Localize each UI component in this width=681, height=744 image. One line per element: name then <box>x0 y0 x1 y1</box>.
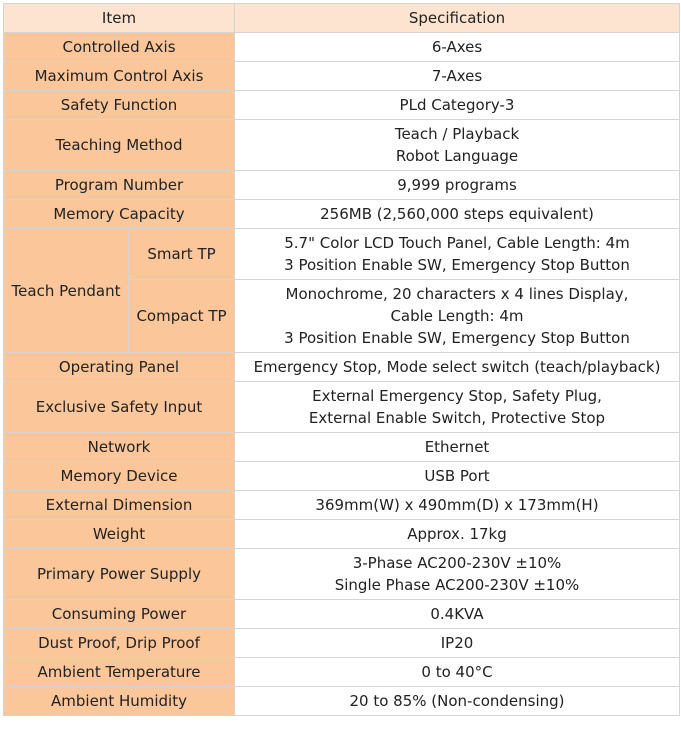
item-cell: Ambient Temperature <box>4 658 235 687</box>
item-cell-teach-pendant: Teach Pendant <box>4 229 129 353</box>
spec-line: 369mm(W) x 490mm(D) x 173mm(H) <box>315 496 599 514</box>
spec-line: External Emergency Stop, Safety Plug, <box>312 387 602 405</box>
spec-table <box>3 3 680 716</box>
spec-cell <box>235 687 680 716</box>
row-ambient-temperature <box>4 658 680 687</box>
spec-line: 3 Position Enable SW, Emergency Stop Button <box>284 329 630 347</box>
row-network <box>4 433 680 462</box>
row-ambient-humidity <box>4 687 680 716</box>
item-cell: Consuming Power <box>4 600 235 629</box>
spec-line: 5.7" Color LCD Touch Panel, Cable Length: 4m <box>284 234 630 252</box>
item-cell: Program Number <box>4 171 235 200</box>
item-cell: Safety Function <box>4 91 235 120</box>
spec-cell <box>235 549 680 600</box>
row-dust-drip-proof <box>4 629 680 658</box>
item-cell: Teaching Method <box>4 120 235 171</box>
spec-line: External Enable Switch, Protective Stop <box>308 409 606 427</box>
spec-cell <box>235 280 680 353</box>
spec-line: Teach / Playback <box>394 125 520 143</box>
row-teach-pendant-smart <box>4 229 680 280</box>
spec-cell <box>235 62 680 91</box>
item-cell: Memory Capacity <box>4 200 235 229</box>
spec-line: USB Port <box>424 467 490 485</box>
spec-cell <box>235 229 680 280</box>
row-external-dimension <box>4 491 680 520</box>
table-header-row <box>4 4 680 33</box>
spec-line: 3-Phase AC200-230V ±10% <box>352 554 562 572</box>
spec-cell <box>235 520 680 549</box>
item-cell: Primary Power Supply <box>4 549 235 600</box>
spec-cell <box>235 462 680 491</box>
row-program-number <box>4 171 680 200</box>
item-cell: Exclusive Safety Input <box>4 382 235 433</box>
item-cell: Network <box>4 433 235 462</box>
item-cell: Maximum Control Axis <box>4 62 235 91</box>
spec-line: 0.4KVA <box>430 605 484 623</box>
sub-item-compact-tp: Compact TP <box>129 280 235 353</box>
spec-line: 0 to 40°C <box>421 663 493 681</box>
spec-line: IP20 <box>440 634 474 652</box>
row-operating-panel <box>4 353 680 382</box>
header-item: Item <box>4 4 235 33</box>
item-cell: Controlled Axis <box>4 33 235 62</box>
spec-line: 3 Position Enable SW, Emergency Stop Button <box>284 256 630 274</box>
spec-line: 7-Axes <box>431 67 483 85</box>
spec-line: Emergency Stop, Mode select switch (teach/playback) <box>253 358 661 376</box>
row-maximum-control-axis <box>4 62 680 91</box>
spec-cell <box>235 33 680 62</box>
item-cell: Ambient Humidity <box>4 687 235 716</box>
row-consuming-power <box>4 600 680 629</box>
spec-line: Approx. 17kg <box>407 525 507 543</box>
row-primary-power-supply <box>4 549 680 600</box>
row-weight <box>4 520 680 549</box>
spec-line: 9,999 programs <box>397 176 517 194</box>
sub-item-smart-tp: Smart TP <box>129 229 235 280</box>
spec-line: Monochrome, 20 characters x 4 lines Display, <box>285 285 629 303</box>
row-memory-capacity <box>4 200 680 229</box>
spec-cell <box>235 491 680 520</box>
header-specification: Specification <box>235 4 680 33</box>
row-exclusive-safety-input <box>4 382 680 433</box>
item-cell: External Dimension <box>4 491 235 520</box>
row-controlled-axis <box>4 33 680 62</box>
spec-line: PLd Category-3 <box>399 96 515 114</box>
item-cell: Operating Panel <box>4 353 235 382</box>
row-memory-device <box>4 462 680 491</box>
spec-line: Cable Length: 4m <box>390 307 524 325</box>
item-cell: Weight <box>4 520 235 549</box>
spec-cell <box>235 353 680 382</box>
spec-cell <box>235 171 680 200</box>
spec-line: 256MB (2,560,000 steps equivalent) <box>320 205 594 223</box>
spec-cell <box>235 120 680 171</box>
spec-cell <box>235 658 680 687</box>
row-safety-function <box>4 91 680 120</box>
spec-line: Single Phase AC200-230V ±10% <box>334 576 580 594</box>
spec-cell <box>235 382 680 433</box>
spec-cell <box>235 433 680 462</box>
spec-cell <box>235 629 680 658</box>
spec-cell <box>235 600 680 629</box>
spec-line: Ethernet <box>424 438 490 456</box>
item-cell: Dust Proof, Drip Proof <box>4 629 235 658</box>
spec-line: Robot Language <box>395 147 519 165</box>
row-teaching-method <box>4 120 680 171</box>
spec-line: 20 to 85% (Non-condensing) <box>349 692 565 710</box>
spec-cell <box>235 91 680 120</box>
spec-cell <box>235 200 680 229</box>
spec-line: 6-Axes <box>431 38 483 56</box>
item-cell: Memory Device <box>4 462 235 491</box>
